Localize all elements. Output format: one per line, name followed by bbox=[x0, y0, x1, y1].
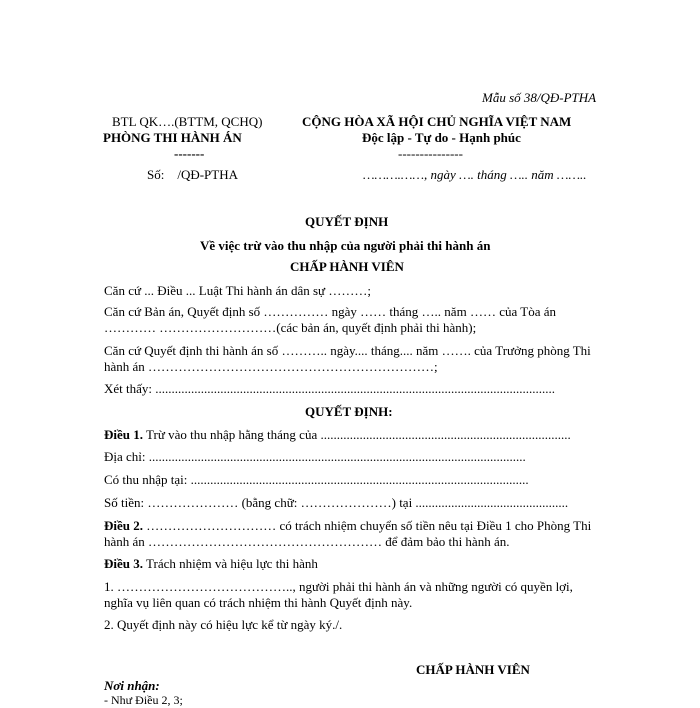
article-3-item-1: 1. ………………………………….., người phải thi hành án và những người có quyền lợi, nghĩa vụ liên quan có trách nhiệm thi hành Quyết định này. bbox=[104, 579, 573, 610]
issue-date: ……….……, ngày …. tháng ….. năm …….. bbox=[363, 167, 587, 182]
form-code: Mẫu số 38/QĐ-PTHA bbox=[482, 90, 597, 105]
article-2 bbox=[104, 518, 600, 550]
motto: Độc lập - Tự do - Hạnh phúc bbox=[362, 130, 521, 145]
consideration: Xét thấy: ........................................................................................................................... bbox=[104, 381, 556, 396]
recipient-item: - Như Điều 2, 3; bbox=[104, 693, 183, 707]
article-2-label: Điều 2. bbox=[104, 518, 143, 533]
decision-heading: QUYẾT ĐỊNH: bbox=[305, 404, 393, 419]
article-1-label: Điều 1. bbox=[104, 427, 143, 442]
org-line2: PHÒNG THI HÀNH ÁN bbox=[103, 130, 242, 145]
article-3 bbox=[104, 556, 600, 572]
article-3-text: Trách nhiệm và hiệu lực thi hành bbox=[143, 556, 318, 571]
org-separator: ------- bbox=[174, 146, 205, 161]
org-line1: BTL QK….(BTTM, QCHQ) bbox=[112, 114, 263, 129]
signer-title: CHẤP HÀNH VIÊN bbox=[416, 662, 530, 677]
article-3-label: Điều 3. bbox=[104, 556, 143, 571]
motto-separator: --------------- bbox=[398, 146, 463, 161]
document-subtitle: Về việc trừ vào thu nhập của người phải thi hành án bbox=[200, 238, 491, 253]
basis-law: Căn cứ ... Điều ... Luật Thi hành án dân sự ………; bbox=[104, 283, 371, 298]
document-number: Số: /QĐ-PTHA bbox=[147, 167, 239, 182]
document-title: QUYẾT ĐỊNH bbox=[305, 214, 389, 229]
article-1-text: Trừ vào thu nhập hằng tháng của ............................................................................. bbox=[143, 427, 571, 442]
recipients-label: Nơi nhận: bbox=[104, 678, 160, 693]
amount-line: Số tiền: ………………… (bằng chữ: …………………) tại ............................................... bbox=[104, 495, 569, 510]
basis-enforcement-decision: Căn cứ Quyết định thi hành án số ……….. ngày.... tháng.... năm ……. của Trưởng phòng Thi hành án …………………………………………………………; bbox=[104, 343, 591, 374]
authority-title: CHẤP HÀNH VIÊN bbox=[290, 259, 404, 274]
country-name: CỘNG HÒA XÃ HỘI CHỦ NGHĨA VIỆT NAM bbox=[302, 114, 572, 129]
address-line: Địa chỉ: .................................................................................................................... bbox=[104, 449, 526, 464]
article-2-text: ………………………… có trách nhiệm chuyển số tiền nêu tại Điều 1 cho Phòng Thi hành án ……………………………………………… để đảm bảo thi hành án. bbox=[104, 518, 592, 549]
article-3-item-2: 2. Quyết định này có hiệu lực kể từ ngày ký./. bbox=[104, 617, 343, 632]
article-1 bbox=[104, 427, 600, 443]
basis-judgment: Căn cứ Bản án, Quyết định số …………… ngày …… tháng ….. năm …… của Tòa án ………… ………………………(các bản án, quyết định phải thi hành); bbox=[104, 304, 556, 335]
income-source-line: Có thu nhập tại: ........................................................................................................ bbox=[104, 472, 529, 487]
